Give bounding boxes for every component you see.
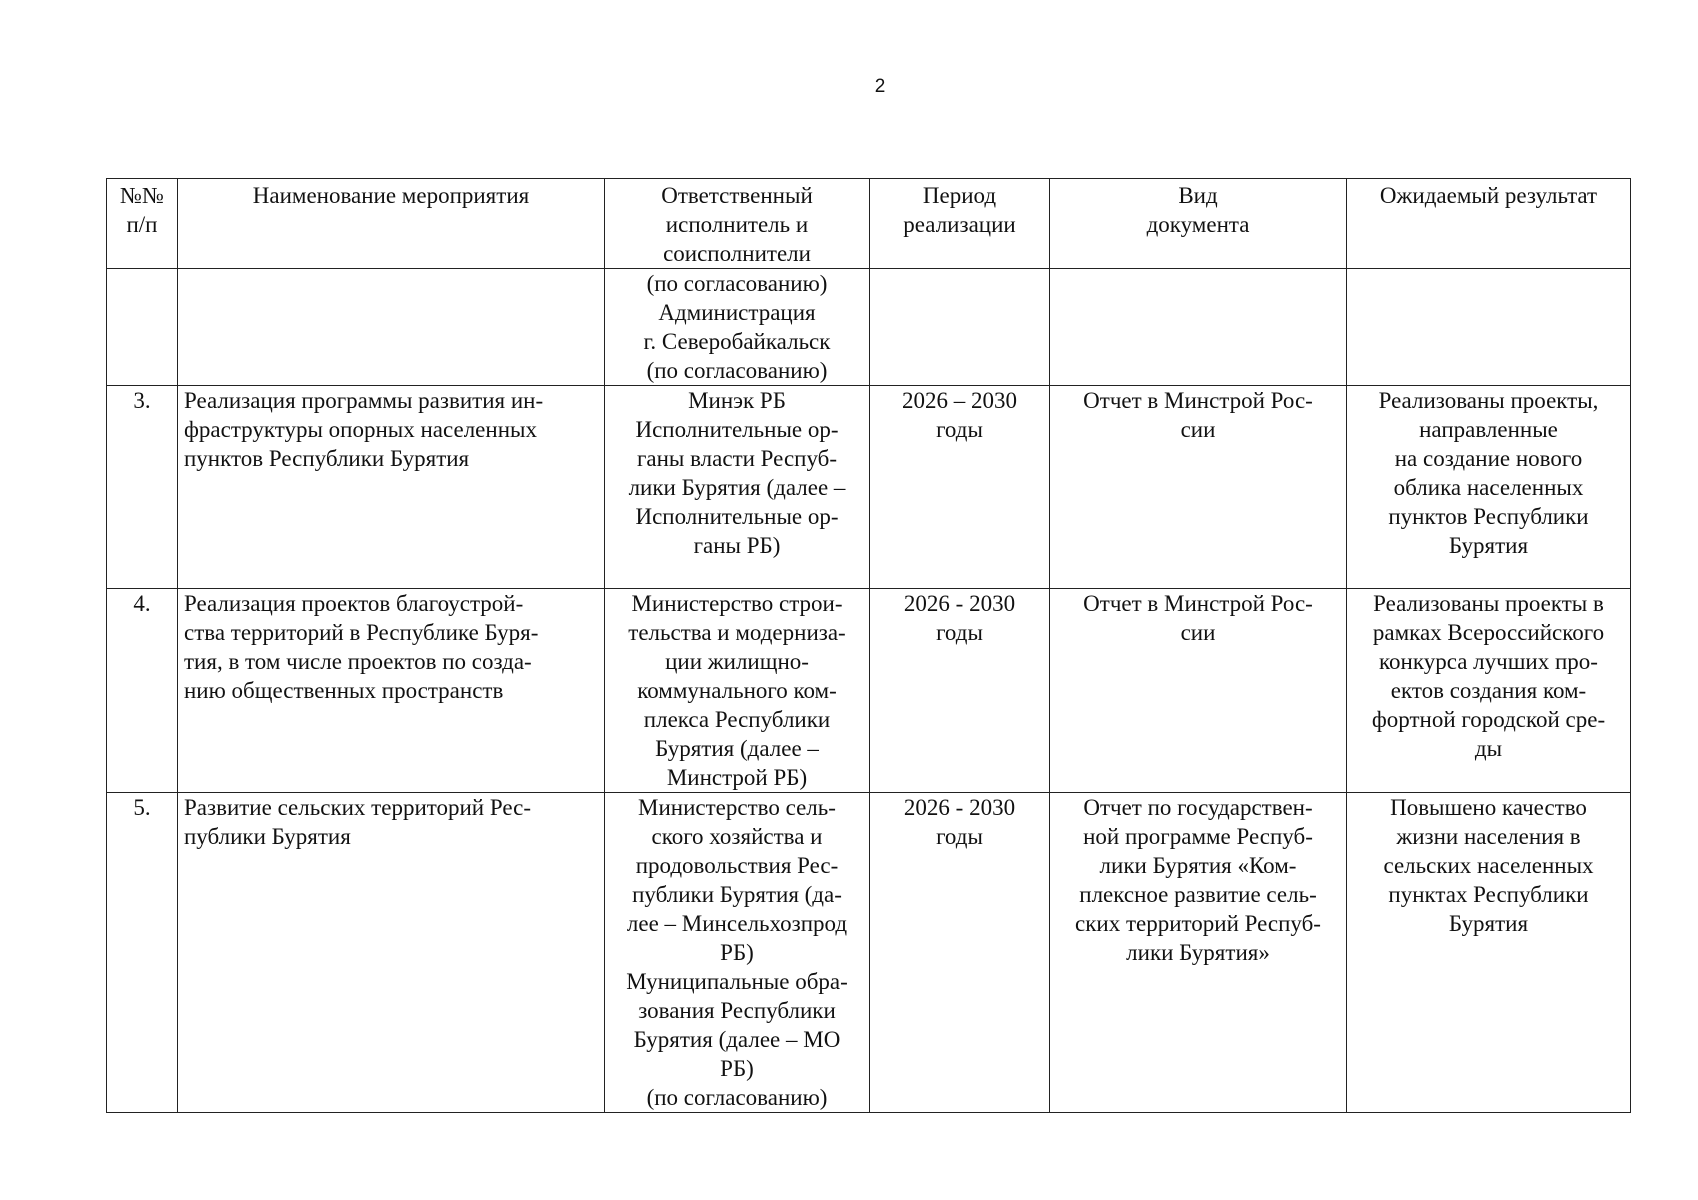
executor-cell: Министерство строи- тельства и модерниза- ции жилищно- коммунального ком- плекса Республики Бурятия (далее – Минстрой РБ) [605,589,870,793]
page-number: 2 [874,76,886,97]
header-number: №№ п/п [107,179,178,269]
executor-cell: (по согласованию) Администрация г. Северобайкальск (по согласованию) [605,269,870,386]
event-name-cell: Реализация программы развития ин- фраструктуры опорных населенных пунктов Республики Бурятия [178,386,605,589]
row-number-cell: 4. [107,589,178,793]
period-cell: 2026 - 2030 годы [870,589,1050,793]
executor-cell: Министерство сель- ского хозяйства и продовольствия Рес- публики Бурятия (да- лее – Минсельхозпрод РБ) Муниципальные обра- зования Республики Бурятия (далее – МО РБ) (по согласованию) [605,793,870,1113]
table-row [107,269,1631,386]
row-number-cell: 5. [107,793,178,1113]
period-cell: 2026 – 2030 годы [870,386,1050,589]
table-row [107,793,1631,1113]
row-number-cell [107,269,178,386]
event-name-cell: Реализация проектов благоустрой- ства территорий в Республике Буря- тия, в том числе проектов по созда- нию общественных пространств [178,589,605,793]
header-executor: Ответственный исполнитель и соисполнители [605,179,870,269]
expected-result-cell: Повышено качество жизни населения в сельских населенных пунктах Республики Бурятия [1347,793,1631,1113]
header-expected-result: Ожидаемый результат [1347,179,1631,269]
period-cell [870,269,1050,386]
event-name-cell: Развитие сельских территорий Рес- публики Бурятия [178,793,605,1113]
header-event-name: Наименование мероприятия [178,179,605,269]
event-name-cell [178,269,605,386]
table-row [107,589,1631,793]
document-type-cell: Отчет в Минстрой Рос- сии [1050,386,1347,589]
document-type-cell: Отчет в Минстрой Рос- сии [1050,589,1347,793]
executor-cell: Минэк РБ Исполнительные ор- ганы власти Респуб- лики Бурятия (далее – Исполнительные ор- ганы РБ) [605,386,870,589]
document-type-cell [1050,269,1347,386]
expected-result-cell: Реализованы проекты в рамках Всероссийского конкурса лучших про- ектов создания ком- фортной городской сре- ды [1347,589,1631,793]
document-type-cell: Отчет по государствен- ной программе Респуб- лики Бурятия «Ком- плексное развитие сель- ских территорий Респуб- лики Бурятия» [1050,793,1347,1113]
row-number-cell: 3. [107,386,178,589]
header-document-type: Вид документа [1050,179,1347,269]
expected-result-cell [1347,269,1631,386]
measures-table [106,178,1631,1113]
table-header-row [107,179,1631,269]
header-period: Период реализации [870,179,1050,269]
expected-result-cell: Реализованы проекты, направленные на создание нового облика населенных пунктов Республики Бурятия [1347,386,1631,589]
period-cell: 2026 - 2030 годы [870,793,1050,1113]
table-row [107,386,1631,589]
